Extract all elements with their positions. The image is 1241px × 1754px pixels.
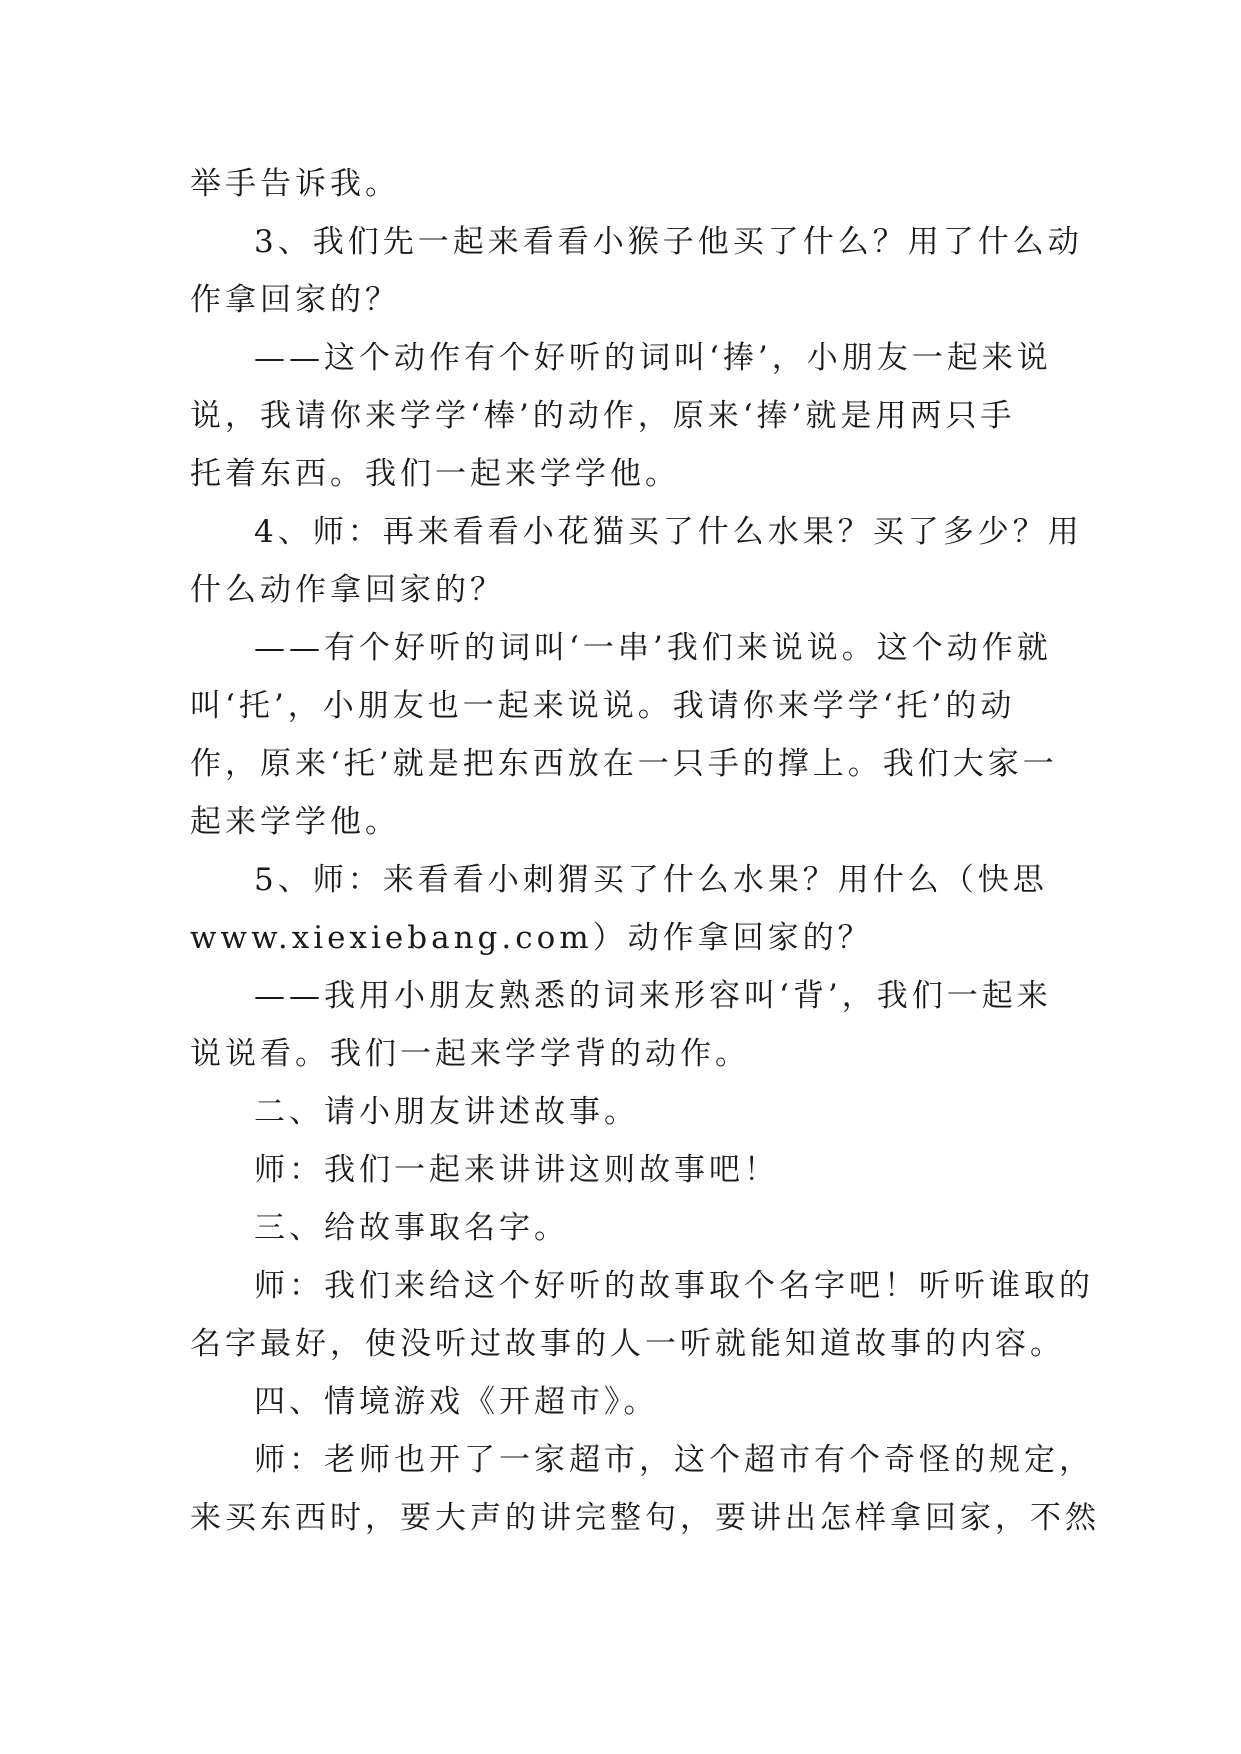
text-line: 什么动作拿回家的？: [190, 572, 505, 608]
text-line: ——我用小朋友熟悉的词来形容叫‘背’，我们一起来: [254, 978, 1052, 1014]
text-line: 作，原来‘托’就是把东西放在一只手的撑上。我们大家一: [190, 746, 1058, 782]
text-line: 举手告诉我。: [190, 166, 400, 202]
section-heading: 二、请小朋友讲述故事。: [254, 1094, 639, 1130]
text-line: 托着东西。我们一起来学学他。: [190, 456, 680, 492]
text-line: www.xiexiebang.com）动作拿回家的？: [190, 920, 873, 956]
text-line: 叫‘托’，小朋友也一起来说说。我请你来学学‘托’的动: [190, 688, 1016, 724]
text-line: 说，我请你来学学‘棒’的动作，原来‘捧’就是用两只手: [190, 398, 1016, 434]
text-line: 名字最好，使没听过故事的人一听就能知道故事的内容。: [190, 1326, 1065, 1362]
text-line: 起来学学他。: [190, 804, 400, 840]
text-line: 师：我们一起来讲讲这则故事吧！: [254, 1152, 779, 1188]
text-line: ——这个动作有个好听的词叫‘捧’，小朋友一起来说: [254, 340, 1052, 376]
section-heading: 三、给故事取名字。: [254, 1210, 569, 1246]
section-heading: 四、情境游戏《开超市》。: [254, 1384, 659, 1420]
text-line: 说说看。我们一起来学学背的动作。: [190, 1036, 750, 1072]
text-line: 5、师：来看看小刺猬买了什么水果？用什么（快思: [254, 862, 1048, 898]
text-line: 来买东西时，要大声的讲完整句，要讲出怎样拿回家，不然: [190, 1500, 1100, 1536]
text-line: 师：老师也开了一家超市，这个超市有个奇怪的规定，: [254, 1442, 1094, 1478]
document-body: [190, 155, 1100, 1547]
text-line: 作拿回家的？: [190, 282, 400, 318]
text-line: ——有个好听的词叫‘一串’我们来说说。这个动作就: [254, 630, 1052, 666]
text-line: 师：我们来给这个好听的故事取个名字吧！听听谁取的: [254, 1268, 1094, 1304]
text-line: 3、我们先一起来看看小猴子他买了什么？用了什么动: [254, 224, 1083, 260]
text-line: 4、师：再来看看小花猫买了什么水果？买了多少？用: [254, 514, 1083, 550]
